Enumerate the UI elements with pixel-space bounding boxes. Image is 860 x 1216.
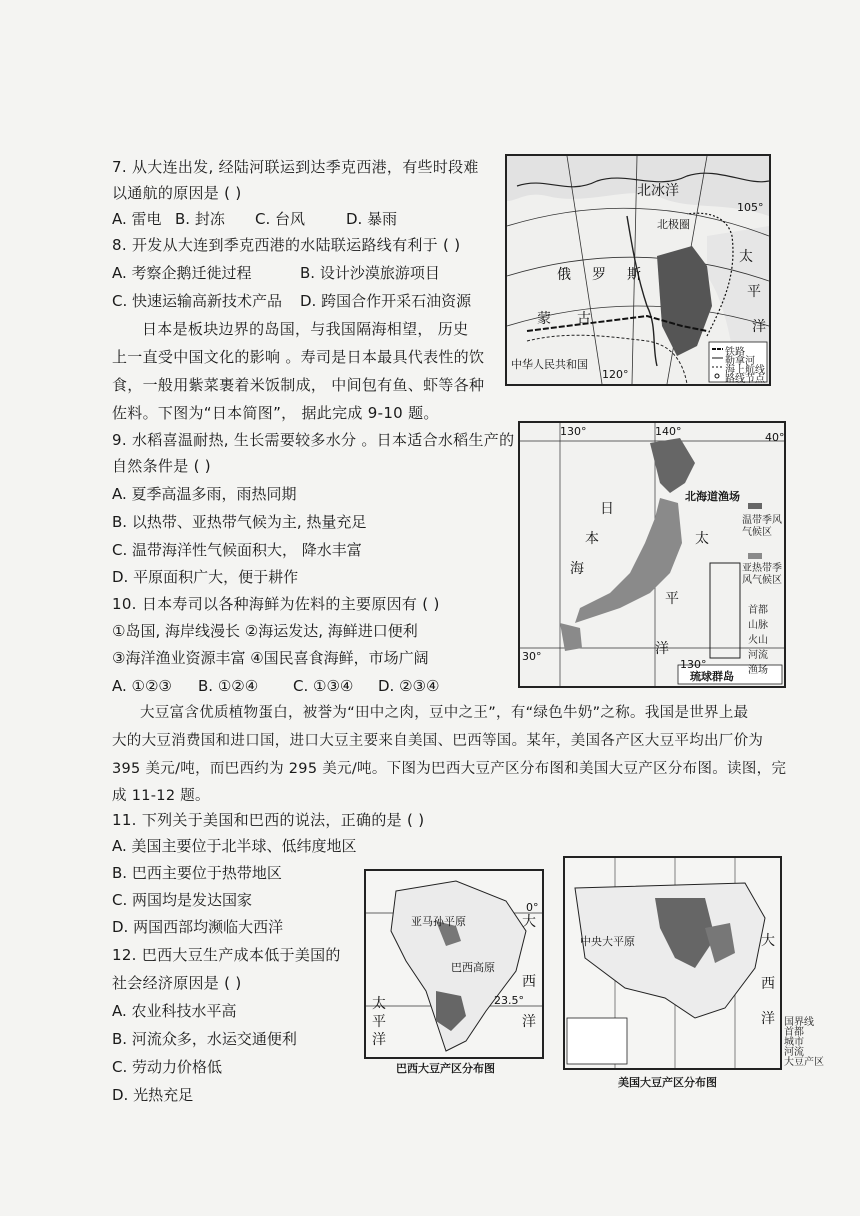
q11-option-b: B. 巴西主要位于热带地区 bbox=[112, 864, 282, 882]
mongolia-label-2: 古 bbox=[577, 311, 591, 327]
brazil-atlantic-da: 大 bbox=[522, 914, 536, 930]
q7-option-c: C. 台风 bbox=[255, 210, 306, 228]
q10-option-b: B. ①②④ bbox=[198, 677, 259, 695]
japan-pacific-yang: 洋 bbox=[655, 641, 669, 657]
brazil-equator-label: 0° bbox=[526, 901, 539, 914]
japan-sea-label-ri: 日 bbox=[600, 501, 614, 517]
q10-option-c: C. ①③④ bbox=[293, 677, 354, 695]
russia-label-e: 俄 bbox=[557, 267, 571, 283]
q12-option-c: C. 劳动力价格低 bbox=[112, 1058, 223, 1076]
q10-stem: 10. 日本寿司以各种海鲜为佐料的主要原因有 ( ) bbox=[112, 595, 440, 613]
usa-legend-river: 河流 bbox=[784, 1047, 804, 1058]
japan-lon-140: 140° bbox=[655, 425, 682, 438]
usa-soybean-map bbox=[563, 856, 782, 1070]
usa-legend-city: 城市 bbox=[784, 1037, 804, 1048]
brazil-label-highland: 巴西高原 bbox=[451, 961, 495, 974]
q9-option-b: B. 以热带、亚热带气候为主, 热量充足 bbox=[112, 513, 367, 531]
q10-option-a: A. ①②③ bbox=[112, 677, 172, 695]
china-label: 中华人民共和国 bbox=[511, 358, 588, 371]
q11-stem: 11. 下列关于美国和巴西的说法，正确的是 ( ) bbox=[112, 811, 425, 829]
q7-option-d: D. 暴雨 bbox=[346, 210, 398, 228]
japan-map bbox=[518, 421, 786, 688]
q11-option-c: C. 两国均是发达国家 bbox=[112, 891, 253, 909]
usa-legend-soy-area: 大豆产区 bbox=[784, 1057, 824, 1068]
japan-sea-label-ben: 本 bbox=[585, 531, 599, 547]
q7-option-b: B. 封冻 bbox=[175, 210, 225, 228]
q12-option-a: A. 农业科技水平高 bbox=[112, 1002, 237, 1020]
brazil-atlantic-yang: 洋 bbox=[522, 1014, 536, 1030]
hokkaido-fishery-label: 北海道渔场 bbox=[685, 490, 740, 503]
japan-legend-volcano: 火山 bbox=[748, 635, 768, 646]
russia-legend-sea-route: 海上航线 bbox=[725, 365, 765, 376]
russia-meridian-105: 105° bbox=[737, 201, 764, 214]
usa-map-graphic bbox=[565, 858, 780, 1068]
q12-stem-line1: 12. 巴西大豆生产成本低于美国的 bbox=[112, 946, 341, 964]
russia-meridian-120: 120° bbox=[602, 368, 629, 381]
japan-legend-mountain: 山脉 bbox=[748, 620, 768, 631]
japan-lat-40: 40° bbox=[765, 431, 785, 444]
usa-atlantic-yang: 洋 bbox=[761, 1011, 775, 1027]
soy-intro-line1: 大豆富含优质植物蛋白，被誉为“田中之肉，豆中之王”，有“绿色牛奶”之称。我国是世界上最 bbox=[140, 705, 749, 721]
japan-intro-line1: 日本是板块边界的岛国，与我国隔海相望， 历史 bbox=[142, 320, 469, 338]
pacific-label-ping: 平 bbox=[747, 284, 761, 300]
brazil-pacific-tai: 太 bbox=[372, 996, 386, 1012]
q12-option-b: B. 河流众多，水运交通便利 bbox=[112, 1030, 297, 1048]
usa-label-plain: 中央大平原 bbox=[580, 935, 635, 948]
japan-pacific-ping: 平 bbox=[665, 591, 679, 607]
q9-stem-line1: 9. 水稻喜温耐热, 生长需要较多水分 。日本适合水稻生产的 bbox=[112, 431, 515, 449]
brazil-label-amazon: 亚马孙平原 bbox=[411, 915, 466, 928]
russia-label-si: 斯 bbox=[627, 267, 641, 283]
q7-stem-line1: 7. 从大连出发, 经陆河联运到达季克西港，有些时段难 bbox=[112, 158, 479, 176]
japan-legend-temperate: 温带季风气候区 bbox=[742, 515, 782, 538]
q8-option-a: A. 考察企鹅迁徙过程 bbox=[112, 264, 252, 282]
russia-label-arctic: 北冰洋 bbox=[637, 183, 679, 199]
mongolia-label-1: 蒙 bbox=[537, 311, 551, 327]
q10-items-1: ①岛国, 海岸线漫长 ②海运发达, 海鲜进口便利 bbox=[112, 622, 418, 640]
brazil-map-caption: 巴西大豆产区分布图 bbox=[396, 1062, 495, 1075]
russia-legend-railway: 铁路 bbox=[725, 347, 745, 358]
q8-option-b: B. 设计沙漠旅游项目 bbox=[300, 264, 440, 282]
japan-map-graphic bbox=[520, 423, 784, 686]
japan-sea-label-hai: 海 bbox=[570, 561, 584, 577]
usa-legend-border: 国界线 bbox=[784, 1017, 814, 1028]
japan-lon-130b: 130° bbox=[680, 658, 707, 671]
brazil-soybean-map bbox=[364, 869, 544, 1059]
japan-legend-subtropical: 亚热带季风气候区 bbox=[742, 563, 782, 586]
usa-atlantic-da: 大 bbox=[761, 933, 775, 949]
q9-option-a: A. 夏季高温多雨，雨热同期 bbox=[112, 485, 297, 503]
japan-lon-130: 130° bbox=[560, 425, 587, 438]
russia-legend-node: 路线节点 bbox=[725, 374, 765, 385]
russia-label-luo: 罗 bbox=[592, 267, 606, 283]
q8-option-d: D. 跨国合作开采石油资源 bbox=[300, 292, 472, 310]
q9-option-d: D. 平原面积广大，便于耕作 bbox=[112, 568, 299, 586]
q11-option-a: A. 美国主要位于北半球、低纬度地区 bbox=[112, 837, 357, 855]
japan-pacific-tai: 太 bbox=[695, 531, 709, 547]
usa-legend-capital: 首都 bbox=[784, 1027, 804, 1038]
soy-intro-line2: 大的大豆消费国和进口国，进口大豆主要来自美国、巴西等国。某年，美国各产区大豆平均出厂价为 bbox=[112, 733, 764, 749]
japan-legend-river: 河流 bbox=[748, 650, 768, 661]
russia-legend-river: 勒拿河 bbox=[725, 356, 755, 367]
q7-stem-line2: 以通航的原因是 ( ) bbox=[112, 184, 242, 202]
brazil-tropic-label: 23.5° bbox=[494, 994, 524, 1007]
ryukyu-label: 琉球群岛 bbox=[690, 670, 734, 683]
brazil-pacific-ping: 平 bbox=[372, 1014, 386, 1030]
pacific-label-tai: 太 bbox=[739, 249, 753, 265]
q9-stem-line2: 自然条件是 ( ) bbox=[112, 457, 211, 475]
japan-intro-line4: 佐料。下图为“日本简图”， 据此完成 9-10 题。 bbox=[112, 404, 439, 422]
soy-intro-line4: 成 11-12 题。 bbox=[112, 788, 210, 804]
q7-option-a: A. 雷电 bbox=[112, 210, 162, 228]
q10-option-d: D. ②③④ bbox=[378, 677, 440, 695]
soy-intro-line3: 395 美元/吨，而巴西约为 295 美元/吨。下图为巴西大豆产区分布图和美国大豆产区分布图。读图，完 bbox=[112, 761, 787, 777]
q12-option-d: D. 光热充足 bbox=[112, 1086, 194, 1104]
brazil-pacific-yang: 洋 bbox=[372, 1032, 386, 1048]
russia-route-map bbox=[505, 154, 771, 386]
q12-stem-line2: 社会经济原因是 ( ) bbox=[112, 974, 242, 992]
q10-items-2: ③海洋渔业资源丰富 ④国民喜食海鲜，市场广阔 bbox=[112, 649, 429, 667]
russia-label-circle: 北极圈 bbox=[657, 218, 690, 231]
usa-map-caption: 美国大豆产区分布图 bbox=[618, 1076, 717, 1089]
japan-intro-line2: 上一直受中国文化的影响 。寿司是日本最具代表性的饮 bbox=[112, 348, 485, 366]
japan-legend-capital: 首都 bbox=[748, 605, 768, 616]
usa-atlantic-xi: 西 bbox=[761, 976, 775, 992]
pacific-label-yang: 洋 bbox=[752, 319, 766, 335]
japan-legend-fishery: 渔场 bbox=[748, 665, 768, 676]
q11-option-d: D. 两国西部均濒临大西洋 bbox=[112, 918, 284, 936]
japan-lat-30: 30° bbox=[522, 650, 542, 663]
q8-stem: 8. 开发从大连到季克西港的水陆联运路线有利于 ( ) bbox=[112, 236, 461, 254]
q9-option-c: C. 温带海洋性气候面积大， 降水丰富 bbox=[112, 541, 362, 559]
q8-option-c: C. 快速运输高新技术产品 bbox=[112, 292, 283, 310]
brazil-atlantic-xi: 西 bbox=[522, 974, 536, 990]
japan-intro-line3: 食，一般用紫菜裹着米饭制成， 中间包有鱼、虾等各种 bbox=[112, 376, 485, 394]
